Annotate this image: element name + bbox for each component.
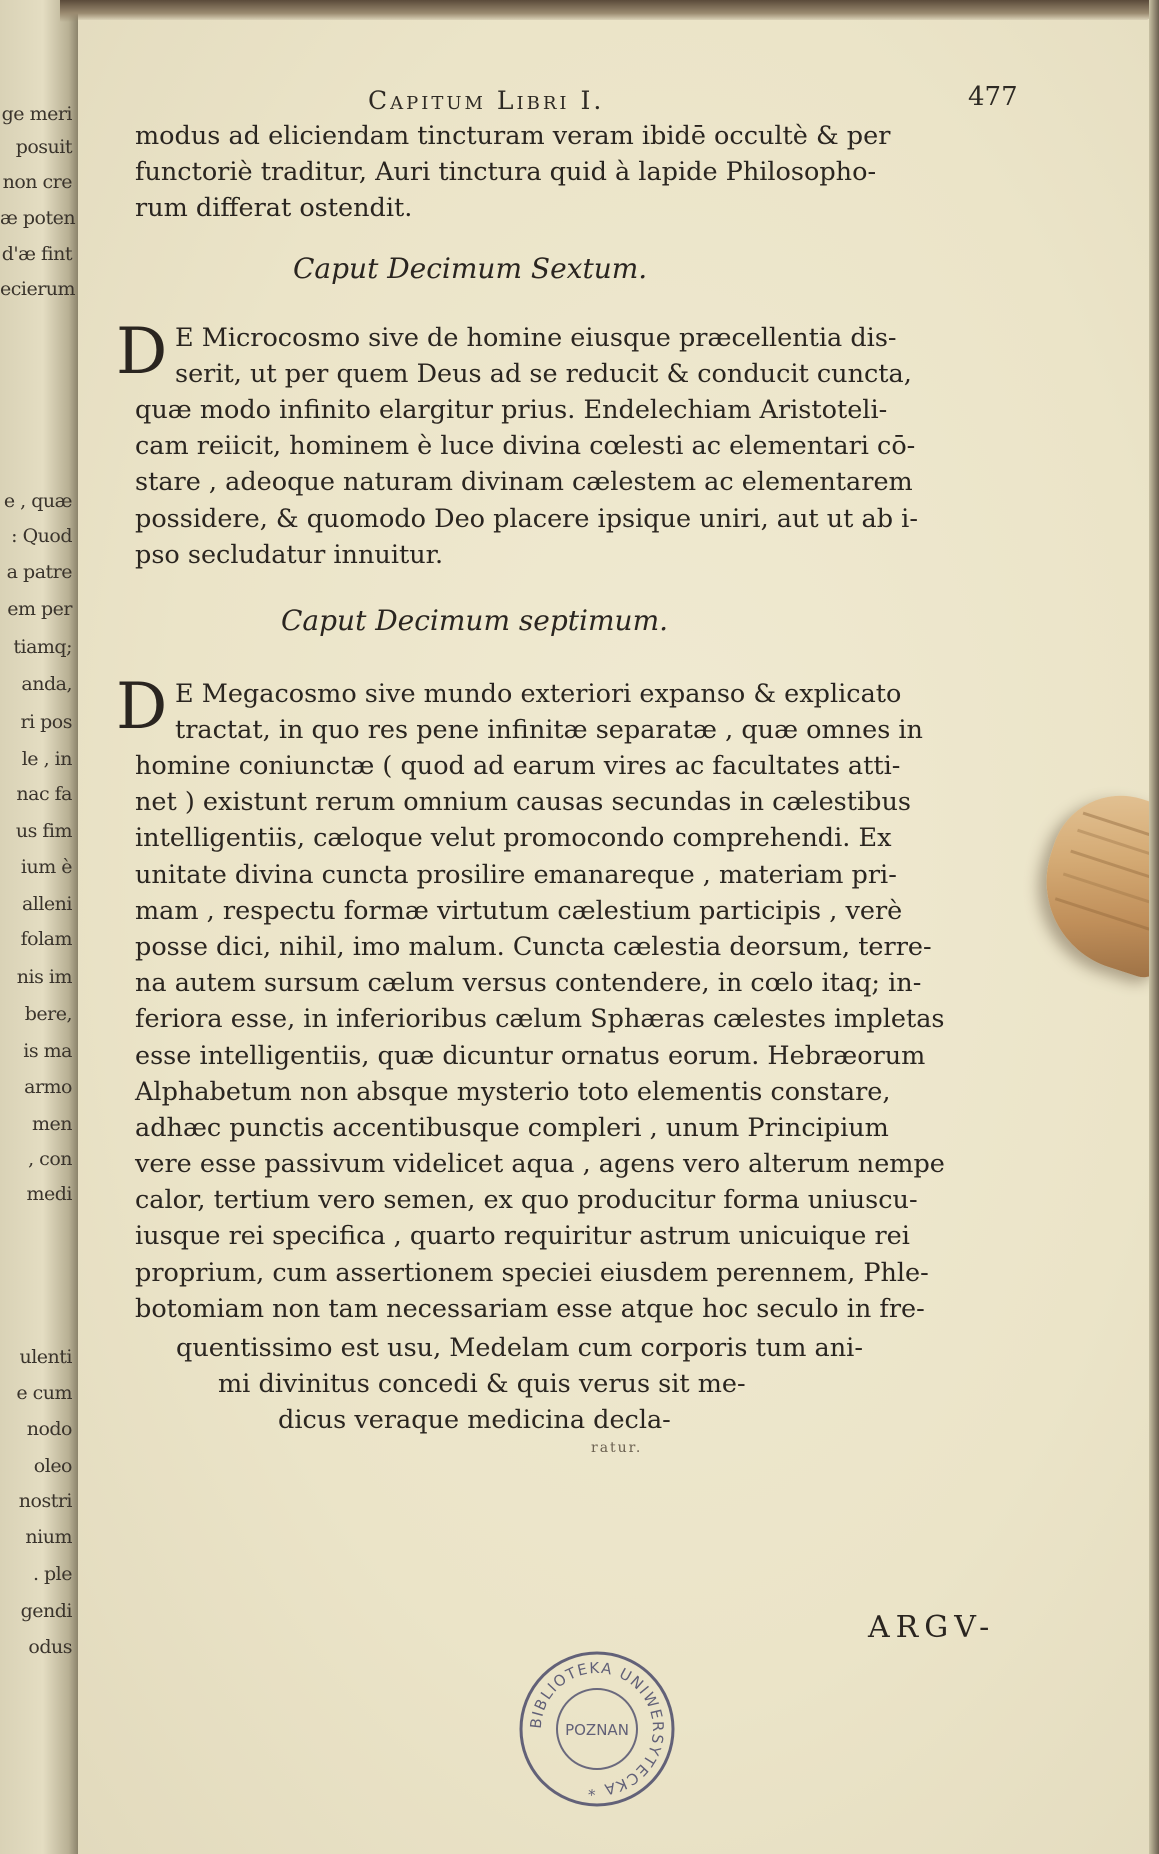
prev-page-fragment: armo [24,1076,72,1098]
text-line: modus ad eliciendam tincturam veram ibidē occultè & per [135,121,891,151]
prev-page-fragment: nodo [26,1418,72,1440]
text-line: mi divinitus concedi & quis verus sit me- [218,1369,746,1399]
prev-page-fragment: : Quod [11,525,72,547]
prev-page-fragment: gendi [20,1600,72,1622]
chapter-17-summary-first [175,676,923,748]
prev-page-fragment: is ma [23,1040,72,1062]
prev-page-fragment: ulenti [19,1346,72,1368]
text-line: possidere, & quomodo Deo placere ipsique uniri, aut ut ab i- [135,503,918,534]
prev-page-fragment: e cum [16,1382,72,1404]
text-line: net ) existunt rerum omnium causas secundas in cælestibus [135,787,911,818]
text-line: E Megacosmo sive mundo exteriori expanso & explicato [175,679,902,709]
prev-page-fragment: oleo [33,1455,72,1477]
prev-page-fragment: , con [28,1148,72,1170]
binding-right-edge [1149,0,1159,1854]
chapter-16-heading: Caput Decimum Sextum. [293,252,648,285]
chapter-17-taper-1 [176,1330,863,1366]
text-line: unitate divina cuncta prosilire emanareque , materiam pri- [135,859,897,890]
text-line: na autem sursum cælum versus contendere, in cœlo itaq; in- [135,968,922,999]
prev-page-fragment: bere, [24,1003,72,1025]
text-line: botomiam non tam necessariam esse atque hoc seculo in fre- [135,1293,925,1324]
prev-page-fragment: nostri [18,1490,72,1512]
text-line: Alphabetum non absque mysterio toto elementis constare, [135,1076,891,1107]
text-line: dicus veraque medicina decla- [278,1405,671,1435]
prev-page-fragment: men [32,1113,72,1135]
page-number: 477 [968,82,1018,112]
chapter-17-tail: ratur. [591,1440,643,1456]
chapter-16-summary [135,392,918,573]
prev-page-fragment: us fim [15,820,72,842]
text-line: iusque rei specifica , quarto requiritur astrum unicuique rei [135,1221,910,1252]
text-line: vere esse passivum videlicet aqua , agens vero alterum nempe [135,1149,945,1180]
text-line: adhæc punctis accentibusque compleri , unum Principium [135,1112,889,1143]
previous-page-edge [0,0,78,1854]
prev-page-fragment: anda, [21,673,72,695]
prev-page-fragment: ecierum [0,278,76,300]
text-line: quæ modo infinito elargitur prius. Endelechiam Aristoteli- [135,395,888,425]
prev-page-fragment: e , quæ [3,490,72,512]
prev-page-fragment: em per [7,598,72,620]
prev-page-fragment: nac fa [16,783,72,805]
text-line: proprium, cum assertionem speciei eiusdem perennem, Phle- [135,1257,929,1288]
text-line: esse intelligentiis, quæ dicuntur ornatus eorum. Hebræorum [135,1040,926,1071]
prev-page-fragment: d'æ fint [1,243,72,265]
text-line: rum differat ostendit. [135,193,413,224]
text-line: calor, tertium vero semen, ex quo producitur forma uniuscu- [135,1185,918,1216]
prev-page-fragment: odus [28,1636,72,1658]
chapter-17-taper-2 [218,1366,746,1402]
library-stamp [516,1648,678,1810]
text-line: intelligentiis, cæloque velut promocondo comprehendi. Ex [135,823,892,854]
stamp-center-text: POZNAN [565,1721,629,1739]
chapter-17-summary [135,748,945,1327]
chapter-17-dropcap: D [116,670,168,744]
library-stamp-icon [516,1648,678,1810]
prev-page-fragment: æ poten [0,207,76,229]
prev-page-fragment: tiamq; [13,636,72,658]
catchword: ARGV- [868,1610,996,1645]
intro-paragraph [135,118,890,227]
text-line: cam reiicit, hominem è luce divina cœlesti ac elementari cō- [135,431,916,462]
prev-page-fragment: posuit [15,136,72,158]
chapter-17-taper-3 [278,1402,671,1438]
text-line: tractat, in quo res pene infinitæ separatæ , quæ omnes in [175,715,923,746]
text-line: serit, ut per quem Deus ad se reducit & conducit cuncta, [175,359,912,390]
prev-page-fragment: . ple [32,1563,72,1585]
text-line: E Microcosmo sive de homine eiusque præcellentia dis- [175,323,897,353]
prev-page-fragment: ri pos [20,711,72,733]
prev-page-fragment: ge meri [1,103,72,125]
binding-top-edge [60,0,1159,22]
prev-page-fragment: nis im [16,966,72,988]
text-line: posse dici, nihil, imo malum. Cuncta cælestia deorsum, terre- [135,931,932,962]
running-head: Capitum Libri I. [368,86,605,115]
prev-page-fragment: a patre [6,561,72,583]
prev-page-fragment: nium [25,1526,72,1548]
text-line: stare , adeoque naturam divinam cælestem ac elementarem [135,467,913,498]
text-line: feriora esse, in inferioribus cælum Sphæras cælestes impletas [135,1004,945,1035]
prev-page-fragment: ium è [20,856,72,878]
stamp-ring-text: BIBLIOTEKA UNIWERSYTECKA * [526,1658,668,1800]
text-line: homine coniunctæ ( quod ad earum vires ac facultates atti- [135,751,901,781]
prev-page-fragment: alleni [21,893,72,915]
text-line: quentissimo est usu, Medelam cum corporis tum ani- [176,1333,863,1363]
chapter-16-summary-first [175,320,912,392]
text-line: functoriè traditur, Auri tinctura quid à lapide Philosopho- [135,157,877,188]
text-line: pso secludatur innuitur. [135,539,444,570]
prev-page-fragment: le , in [21,748,72,770]
chapter-17-heading: Caput Decimum septimum. [281,604,669,637]
page-477 [78,20,1149,1854]
text-line: mam , respectu formæ virtutum cælestium participis , verè [135,895,903,926]
chapter-16-dropcap: D [116,315,168,389]
prev-page-fragment: folam [20,928,72,950]
prev-page-fragment: non cre [2,171,72,193]
prev-page-fragment: medi [26,1183,72,1205]
